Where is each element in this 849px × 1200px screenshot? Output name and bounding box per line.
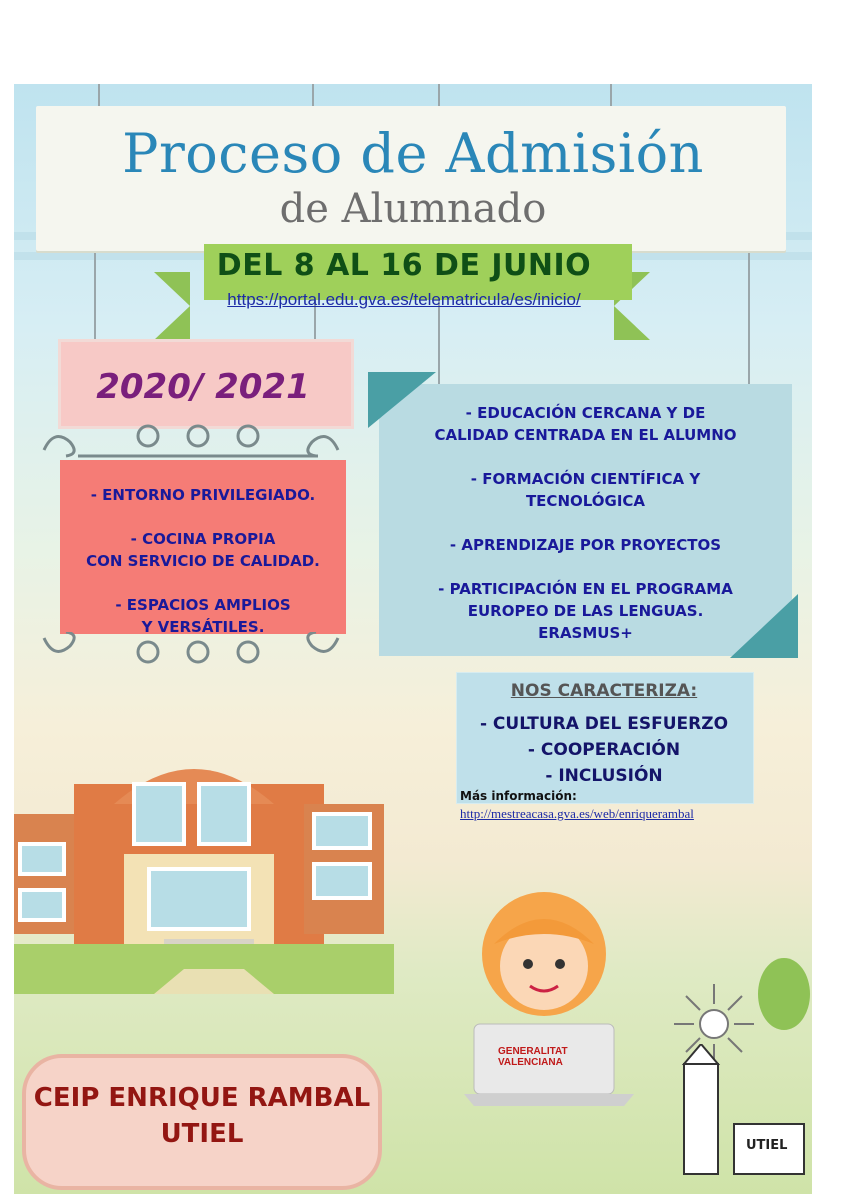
list-item: ERASMUS+ [538, 624, 633, 642]
list-item [60, 572, 346, 594]
list-item: - ESPACIOS AMPLIOS [115, 596, 291, 614]
girl-with-laptop-illustration [434, 874, 674, 1114]
utiel-town-emblem [644, 1044, 812, 1184]
list-item: - COOPERACIÓN [527, 740, 681, 760]
school-name: CEIP ENRIQUE RAMBAL UTIEL [33, 1083, 371, 1149]
values-heading: NOS CARACTERIZA: [510, 681, 698, 701]
hanging-string [94, 252, 96, 342]
list-item [60, 506, 346, 528]
ribbon-tail-left [154, 272, 190, 340]
list-item: - PARTICIPACIÓN EN EL PROGRAMA [438, 580, 733, 598]
list-item: - FORMACIÓN CIENTÍFICA Y [470, 470, 701, 488]
list-item: EUROPEO DE LAS LENGUAS. [467, 602, 704, 620]
list-item: - APRENDIZAJE POR PROYECTOS [449, 536, 722, 554]
list-item: - ENTORNO PRIVILEGIADO. [90, 486, 316, 504]
admission-dates: DEL 8 AL 16 DE JUNIO [216, 248, 592, 283]
scroll-ornament [38, 632, 358, 668]
poster-subtitle: de Alumnado [279, 186, 547, 232]
school-website-link[interactable]: http://mestreacasa.gva.es/web/enriquerambal [460, 806, 694, 821]
list-item [379, 446, 792, 468]
generalitat-logo: GENERALITAT VALENCIANA [498, 1046, 568, 1068]
features-list-right [379, 402, 792, 644]
scroll-ornament [38, 420, 358, 464]
list-item: - COCINA PROPIA [130, 530, 276, 548]
list-item: - CULTURA DEL ESFUERZO [479, 714, 729, 734]
telematricula-link[interactable]: https://portal.edu.gva.es/telematricula/es/inicio/ [227, 290, 581, 309]
list-item: CALIDAD CENTRADA EN EL ALUMNO [434, 426, 737, 444]
list-item: Y VERSÁTILES. [141, 618, 265, 636]
hanging-string [748, 252, 750, 384]
stamp-text: UTIEL [746, 1138, 788, 1153]
list-item: CON SERVICIO DE CALIDAD. [86, 552, 320, 570]
list-item [379, 556, 792, 578]
list-item: - INCLUSIÓN [545, 766, 663, 786]
list-item: - EDUCACIÓN CERCANA Y DE [465, 404, 706, 422]
school-year: 2020/ 2021 [96, 367, 310, 407]
poster-title: Proceso de Admisión [122, 122, 704, 185]
poster [14, 84, 812, 1194]
features-list-left [60, 484, 346, 638]
list-item [379, 512, 792, 534]
values-list [456, 711, 752, 789]
school-building-illustration [14, 744, 394, 994]
more-info-label: Más información: [460, 789, 577, 803]
list-item: TECNOLÓGICA [525, 492, 646, 510]
